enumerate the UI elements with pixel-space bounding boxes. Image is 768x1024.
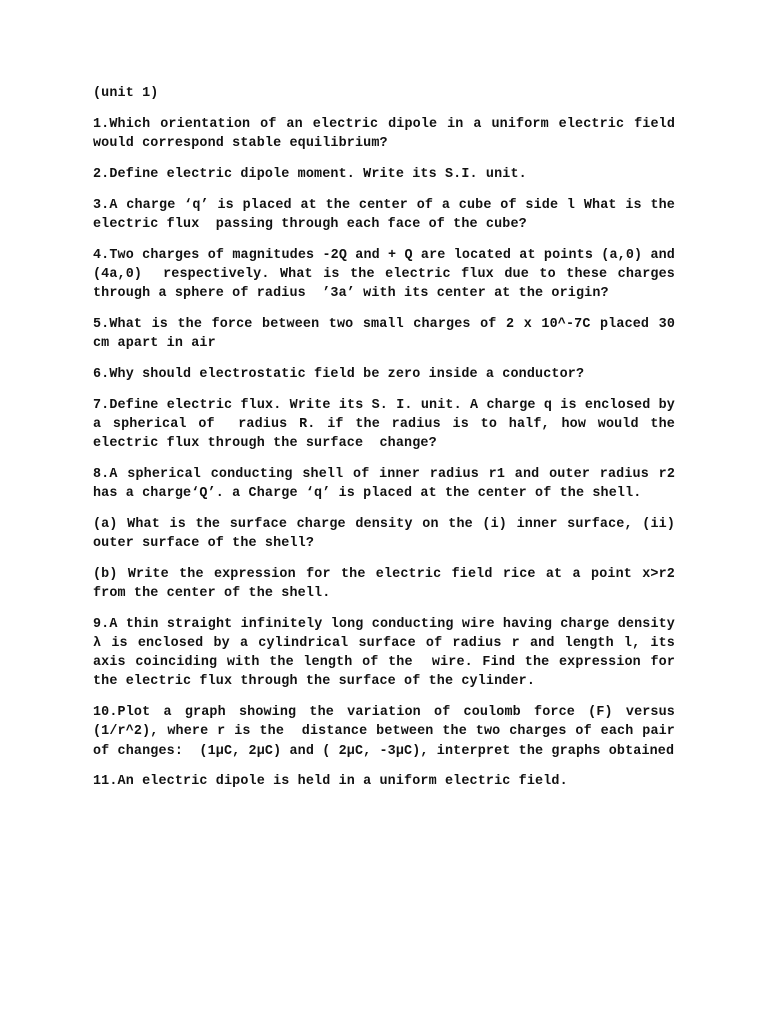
- question-4: 4.Two charges of magnitudes -2Q and + Q are located at points (a,0) and (4a,0) respectively. What is the electric flux due to these charges through a sphere of radius ’3a’ with its center at the origin?: [93, 247, 684, 301]
- document-page: [93, 84, 684, 803]
- question-9: 9.A thin straight infinitely long conducting wire having charge density λ is enclosed by a cylindrical surface of radius r and length l, its axis coinciding with the length of the wire. Find the expression for the electric flux through the surface of the cylinder.: [93, 616, 684, 690]
- question-3: 3.A charge ‘q’ is placed at the center of a cube of side l What is the electric flux passing through each face of the cube?: [93, 197, 684, 232]
- question-10: 10.Plot a graph showing the variation of coulomb force (F) versus (1/r^2), where r is the distance between the two charges of each pair of changes: (1μC, 2μC) and ( 2μC, -3μC), interpret the graphs obtained: [93, 705, 684, 759]
- unit-heading: (unit 1): [93, 86, 159, 101]
- question-8a: (a) What is the surface charge density on the (i) inner surface, (ii) outer surface of the shell?: [93, 516, 684, 551]
- question-1: 1.Which orientation of an electric dipole in a uniform electric field would correspond stable equilibrium?: [93, 116, 684, 151]
- question-5: 5.What is the force between two small charges of 2 x 10^-7C placed 30 cm apart in air: [93, 316, 684, 351]
- question-11: 11.An electric dipole is held in a uniform electric field.: [93, 774, 568, 790]
- question-6: 6.Why should electrostatic field be zero inside a conductor?: [93, 366, 585, 382]
- question-7: 7.Define electric flux. Write its S. I. unit. A charge q is enclosed by a spherical of radius R. if the radius is to half, how would the electric flux through the surface change?: [93, 397, 684, 451]
- question-8b: (b) Write the expression for the electric field rice at a point x>r2 from the center of the shell.: [93, 566, 684, 601]
- question-8: 8.A spherical conducting shell of inner radius r1 and outer radius r2 has a charge‘Q’. a Charge ‘q’ is placed at the center of the shell.: [93, 466, 684, 501]
- question-2: 2.Define electric dipole moment. Write its S.I. unit.: [93, 166, 527, 182]
